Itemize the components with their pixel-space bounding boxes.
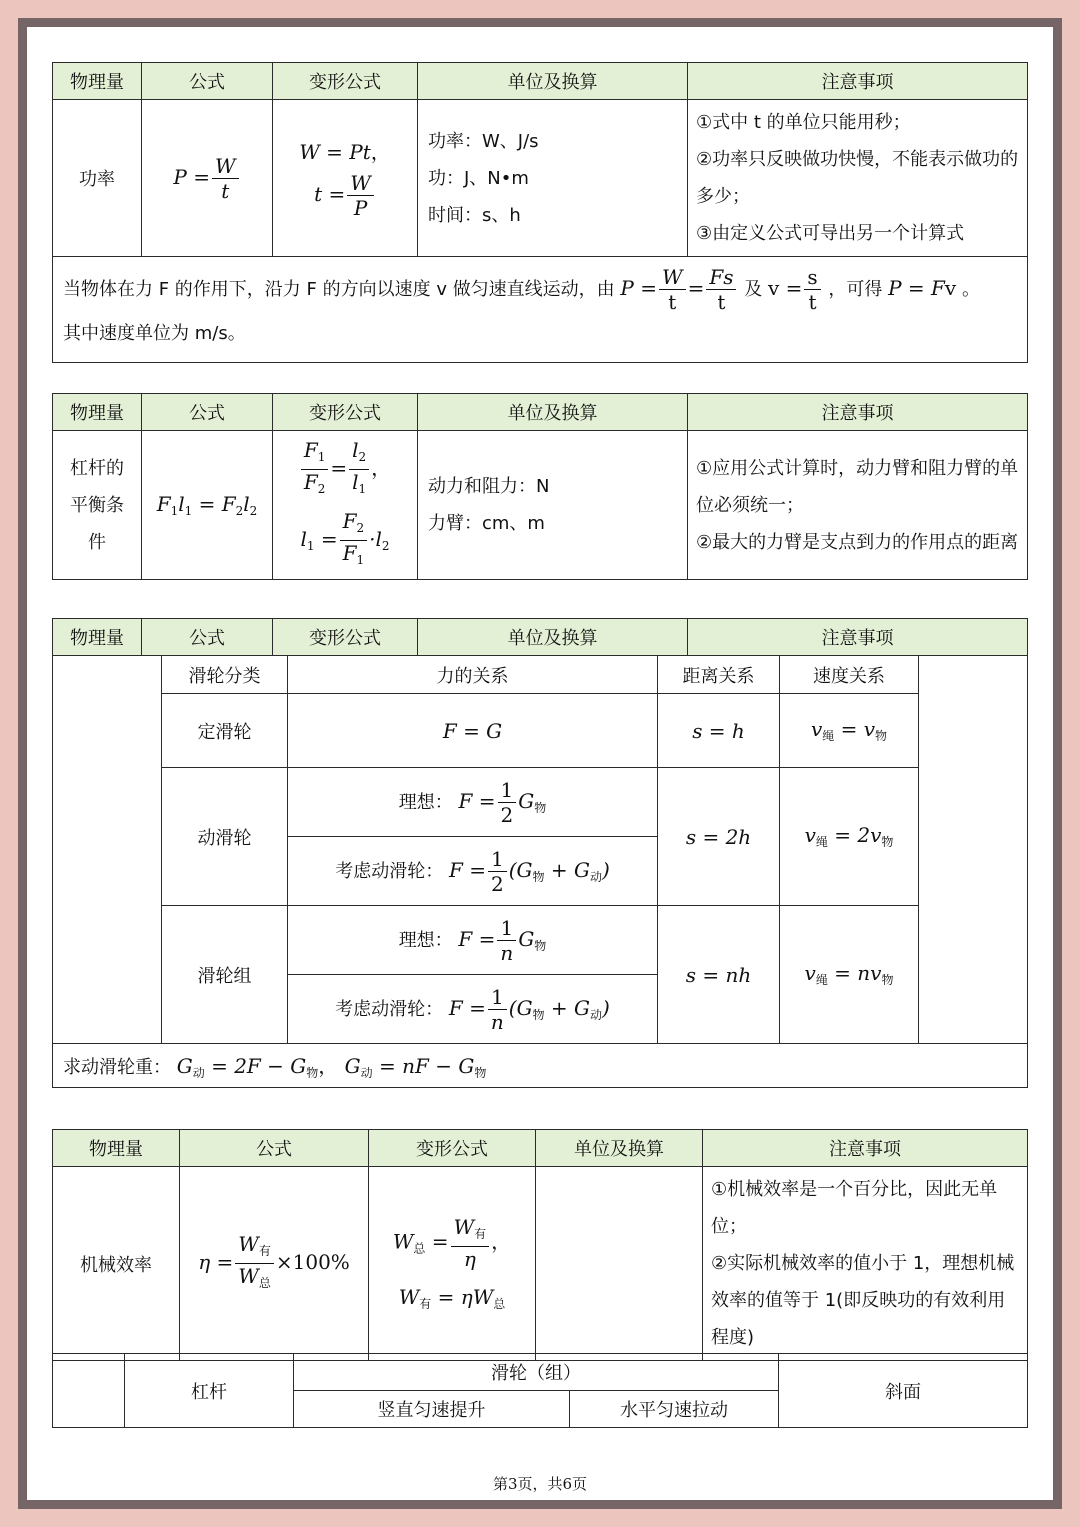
ideal-label: 理想： [398,791,453,813]
consider-label: 考虑动滑轮： [335,998,444,1020]
pulley-block: 滑轮组 [162,906,288,1044]
movable-real-force: 考虑动滑轮： F = $\frac{1}{2}$ $(G_物 + G_动)$ [288,837,658,906]
ideal-label: 理想： [398,929,453,951]
power-name: 功率 [53,100,142,257]
col-distance: 距离关系 [658,656,780,694]
header-quantity: 物理量 [53,394,142,431]
machine-incline: 斜面 [779,1354,1028,1428]
efficiency-note: ①机械效率是一个百分比，因此无单位； [711,1179,998,1237]
efficiency-units [536,1167,703,1361]
pulley-table [52,618,1028,1088]
fixed-pulley: 定滑轮 [162,694,288,768]
efficiency-name: 机械效率 [53,1167,180,1361]
header-formula: 公式 [180,1130,369,1167]
machine-blank [53,1354,125,1428]
power-unit-line: 功：J、N•m [428,167,529,189]
lever-units [418,431,688,580]
header-units: 单位及换算 [418,63,688,100]
lever-table [52,393,1028,580]
fixed-distance: s = h [658,694,780,768]
header-quantity: 物理量 [53,1130,180,1167]
header-notes: 注意事项 [703,1130,1028,1167]
header-notes: 注意事项 [688,619,1028,656]
lever-name: 杠杆的平衡条件 [53,431,142,580]
result-text: ，可得 [828,279,883,300]
block-ideal-force: 理想： F = $\frac{1}{n}$ $G_物$ [288,906,658,975]
machine-lever: 杠杆 [125,1354,294,1428]
and-text: 及 [744,279,763,300]
header-quantity: 物理量 [53,63,142,100]
power-note: ③由定义公式可导出另一个计算式 [696,223,965,244]
header-variant: 变形公式 [369,1130,536,1167]
movable-speed: $v_绳 = 2v_物$ [780,768,919,906]
power-variant: W = Pt， t = $\frac{W}{P}$ [273,100,418,257]
movable-ideal-force: 理想： F = $\frac{1}{2}$ $G_物$ [288,768,658,837]
header-formula: 公式 [142,619,273,656]
lever-unit-line: 力臂：cm、m [428,513,545,534]
machine-table [52,1353,1028,1428]
lever-note: ②最大的力臂是支点到力的作用点的距离 [696,531,1019,553]
efficiency-note: ②实际机械效率的值小于 1，理想机械效率的值等于 1(即反映功的有效利用程度) [711,1253,1015,1348]
col-force: 力的关系 [288,656,658,694]
col-pulley-type: 滑轮分类 [162,656,288,694]
movable-distance: s = 2h [658,768,780,906]
header-variant: 变形公式 [273,63,418,100]
efficiency-formula: η = $\frac{W_有}{W_总}$ ×100% [180,1167,369,1361]
efficiency-variant: $W_总$ = $\frac{W_有}{\eta}$ ， $W_有 = \eta W_总$ [369,1167,536,1361]
lever-variant: $\frac{F_1}{F_2}$ = $\frac{l_2}{l_1}$ ， $l_1$ = $\frac{F_2}{F_1}$ $\cdot l_2$ [273,431,418,580]
power-unit-line: 功率：W、J/s [428,130,539,152]
fixed-force: F = G [288,694,658,768]
speed-unit-note: 其中速度单位为 m/s。 [63,323,246,344]
pulley-inner-table [161,655,919,1044]
lever-notes [688,431,1028,580]
header-notes: 注意事项 [688,63,1028,100]
header-units: 单位及换算 [418,394,688,431]
consider-label: 考虑动滑轮： [335,860,444,882]
power-note: ①式中 t 的单位只能用秒； [696,112,911,133]
header-quantity: 物理量 [53,619,142,656]
period-text: 。 [961,279,980,300]
header-units: 单位及换算 [536,1130,703,1167]
power-derivation: 当物体在力 F 的作用下，沿力 F 的方向以速度 v 做匀速直线运动，由 P = $\frac{W}{t}$ = $\frac{Fs}{t}$ 及 v = $\frac{s}{t}$ ，可得 P = Fv 。 其中速度单位为 m/s。 [53,257,1028,363]
fixed-speed: $v_绳 = v_物$ [780,694,919,768]
page-number: 第3页，共6页 [492,1475,588,1493]
lever-formula: $F_1l_1 = F_2l_2$ [142,431,273,580]
header-variant: 变形公式 [273,394,418,431]
block-real-force: 考虑动滑轮： F = $\frac{1}{n}$ $(G_物 + G_动)$ [288,975,658,1044]
lever-note: ①应用公式计算时，动力臂和阻力臂的单位必须统一； [696,457,1019,516]
block-distance: s = nh [658,906,780,1044]
efficiency-table [52,1129,1028,1361]
efficiency-notes [703,1167,1028,1361]
pulley-content-cell [53,656,1028,1044]
lever-unit-line: 动力和阻力：N [428,476,550,497]
power-formula: P = $\frac{W}{t}$ [142,100,273,257]
derivation-text: 当物体在力 F 的作用下，沿力 F 的方向以速度 v 做匀速直线运动，由 [63,279,615,300]
power-unit-line: 时间：s、h [428,204,521,226]
power-units [418,100,688,257]
header-variant: 变形公式 [273,619,418,656]
movable-pulley: 动滑轮 [162,768,288,906]
weight-text: 求动滑轮重： [63,1057,171,1078]
header-formula: 公式 [142,394,273,431]
col-speed: 速度关系 [780,656,919,694]
power-notes [688,100,1028,257]
power-note: ②功率只反映做功快慢，不能表示做功的多少； [696,149,1019,207]
header-formula: 公式 [142,63,273,100]
block-speed: $v_绳 = nv_物$ [780,906,919,1044]
machine-horizontal-pull: 水平匀速拉动 [570,1391,779,1428]
header-notes: 注意事项 [688,394,1028,431]
power-table [52,62,1028,363]
machine-pulley-group: 滑轮（组） [294,1354,779,1391]
header-units: 单位及换算 [418,619,688,656]
machine-vertical-lift: 竖直匀速提升 [294,1391,570,1428]
pulley-weight-row: 求动滑轮重： $G_动 = 2F - G_物$， $G_动$ = nF − $G_物$ [53,1044,1028,1088]
